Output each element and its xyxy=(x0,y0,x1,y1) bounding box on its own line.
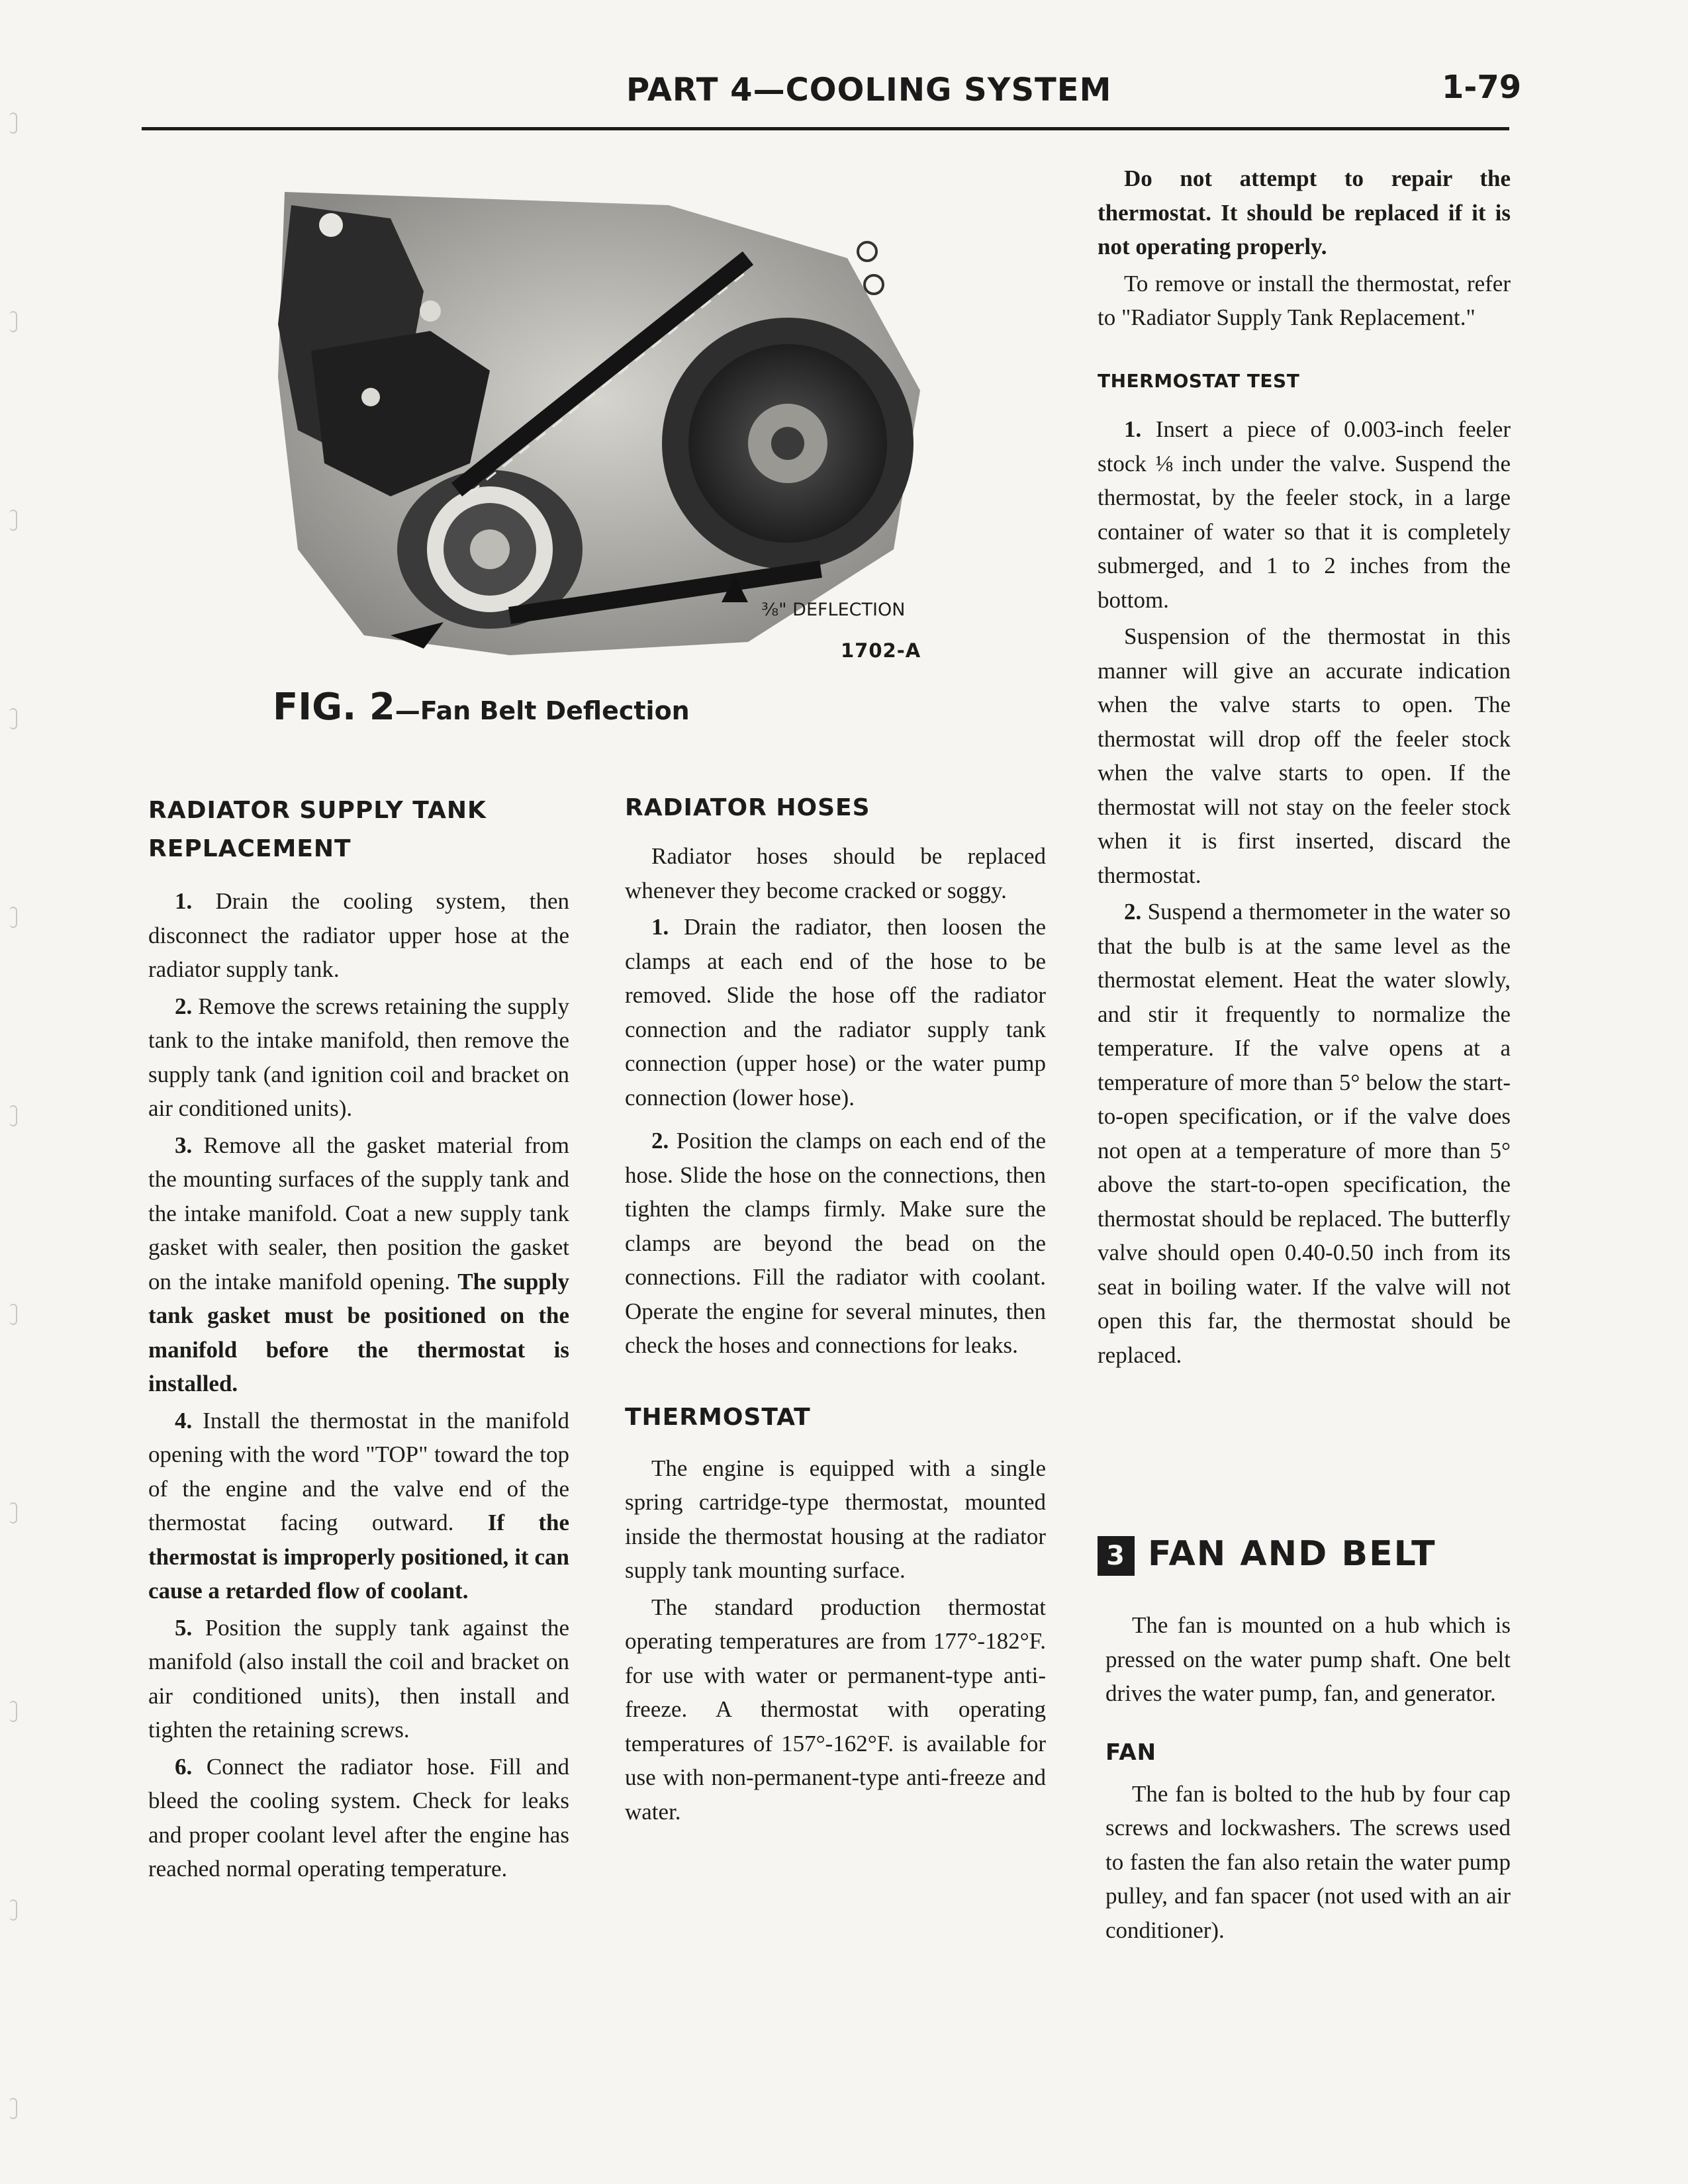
step-text: Connect the radiator hose. Fill and bleed the cooling system. Check for leaks and proper coolant level after the engine has reached normal operating temperature. xyxy=(148,1753,569,1882)
heading-fan: FAN xyxy=(1105,1739,1157,1766)
heading-thermostat-test: THERMOSTAT TEST xyxy=(1098,369,1300,392)
step-paragraph xyxy=(148,989,569,1126)
step-number: 1. xyxy=(1124,416,1142,442)
column-3-lower xyxy=(1105,1608,1511,1947)
step-text: Position the supply tank against the manifold (also install the coil and bracket on air conditioned units), then install and tighten the retaining screws. xyxy=(148,1614,569,1743)
binder-hole xyxy=(9,1304,17,1325)
binder-hole xyxy=(9,113,17,134)
step-paragraph xyxy=(148,884,569,987)
step-text: Remove all the gasket material from the mounting surfaces of the supply tank and the intake manifold. Coat a new supply tank gasket with sealer, then position the gasket on the intake manifold opening. xyxy=(148,1132,569,1295)
step-paragraph xyxy=(148,1404,569,1608)
heading-thermostat: THERMOSTAT xyxy=(625,1403,811,1431)
step-text: Insert a piece of 0.003-inch feeler stock ⅛ inch under the valve. Suspend the thermostat, by the feeler stock, in a large container of water so that it is completely submerged, and 1 to 2 inches from the bottom. xyxy=(1098,416,1511,613)
hoses-intro: Radiator hoses should be replaced whenever they become cracked or soggy. xyxy=(625,843,1046,903)
binder-hole xyxy=(9,2098,17,2119)
heading-line: RADIATOR SUPPLY TANK xyxy=(148,797,487,824)
step-paragraph xyxy=(1098,895,1511,1372)
step-paragraph xyxy=(148,1750,569,1886)
binder-hole xyxy=(9,1105,17,1126)
suspension-note: Suspension of the thermostat in this manner will give an accurate indication when the valve starts to open. The thermostat will drop off the feeler stock when the valve starts to open. If the thermostat will not stay on the feeler stock when it is first inserted, discard the thermostat. xyxy=(1098,623,1511,888)
binder-hole xyxy=(9,1701,17,1722)
step-paragraph xyxy=(625,910,1046,1115)
binder-hole xyxy=(9,708,17,729)
step-number: 1. xyxy=(651,914,669,940)
step-text: Install the thermostat in the manifold opening with the word "TOP" toward the top of the engine and the valve end of the thermostat facing outward. xyxy=(148,1407,569,1535)
step-number: 2. xyxy=(651,1128,669,1154)
step-text: Remove the screws retaining the supply tank to the intake manifold, then remove the supply tank (and ignition coil and bracket on air conditioned units). xyxy=(148,993,569,1121)
column-2 xyxy=(625,789,1046,1829)
binder-hole xyxy=(9,311,17,332)
section-title: FAN AND BELT xyxy=(1148,1534,1436,1574)
thermostat-description: The engine is equipped with a single spring cartridge-type thermostat, mounted inside the thermostat housing at the radiator supply tank mounting surface. xyxy=(625,1455,1046,1583)
column-3 xyxy=(1098,161,1511,1372)
fan-intro: The fan is mounted on a hub which is pressed on the water pump shaft. One belt drives the water pump, fan, and generator. xyxy=(1105,1612,1511,1706)
step-paragraph xyxy=(625,1124,1046,1363)
step-number: 4. xyxy=(175,1407,193,1433)
step-caution: If the thermostat is improperly positioned, it can cause a retarded flow of coolant. xyxy=(148,1510,569,1604)
step-text: Drain the cooling system, then disconnect the radiator upper hose at the radiator supply tank. xyxy=(148,888,569,982)
heading-supply-tank xyxy=(148,792,569,868)
step-paragraph xyxy=(148,1611,569,1747)
binder-hole xyxy=(9,907,17,928)
page-number: 1-79 xyxy=(1442,69,1522,106)
section-number-badge: 3 xyxy=(1098,1536,1135,1576)
remove-install-note: To remove or install the thermostat, refer to "Radiator Supply Tank Replacement." xyxy=(1098,270,1511,330)
step-paragraph xyxy=(1098,412,1511,617)
repair-warning: Do not attempt to repair the thermostat. It should be replaced if it is not operating properly. xyxy=(1098,165,1511,259)
running-header-title: PART 4—COOLING SYSTEM xyxy=(626,71,1112,109)
figure-code: 1702-A xyxy=(841,639,921,662)
step-number: 2. xyxy=(1124,899,1142,925)
step-number: 1. xyxy=(175,888,193,914)
step-text: Suspend a thermometer in the water so that the bulb is at the same level as the thermostat element. Heat the water slowly, and stir it frequently to normalize the temperature. If the valve opens at a temperature of more than 5° below the start-to-open specification, or if the valve does not open at a temperature of more than 5° above the start-to-open specification, the thermostat should be replaced. The butterfly valve should open 0.40-0.50 inch from its seat in boiling water. If the valve will not open this far, the thermostat should be replaced. xyxy=(1098,899,1511,1368)
step-text: Position the clamps on each end of the hose. Slide the hose on the connections, then tighten the clamps firmly. Make sure the clamps are beyond the bead on the connections. Fill the radiator with coolant. Operate the engine for several minutes, then check the hoses and connections for leaks. xyxy=(625,1128,1046,1358)
header-rule xyxy=(142,127,1509,130)
binder-hole xyxy=(9,1502,17,1524)
binder-hole xyxy=(9,1899,17,1921)
fan-belt-photo xyxy=(271,179,920,668)
step-caution: The supply tank gasket must be positioned on the manifold before the thermostat is installed. xyxy=(148,1268,569,1396)
step-text: Drain the radiator, then loosen the clamps at each end of the hose to be removed. Slide the hose off the radiator connection and the radiator supply tank connection (upper hose) or the water pump connection (lower hose). xyxy=(625,914,1046,1111)
column-1 xyxy=(148,792,569,1886)
step-paragraph xyxy=(148,1128,569,1401)
section-heading-fan-belt xyxy=(1098,1534,1436,1576)
figure-number: FIG. 2 xyxy=(273,686,395,729)
fan-description: The fan is bolted to the hub by four cap screws and lockwashers. The screws used to fasten the fan also retain the water pump pulley, and fan spacer (not used with an air conditioner). xyxy=(1105,1780,1511,1943)
step-number: 6. xyxy=(175,1753,193,1780)
step-number: 2. xyxy=(175,993,193,1019)
figure-deflection-label: ⅜" DEFLECTION xyxy=(761,600,906,620)
heading-line: REPLACEMENT xyxy=(148,835,352,862)
figure-caption xyxy=(273,686,690,729)
binder-hole xyxy=(9,510,17,531)
step-number: 5. xyxy=(175,1614,193,1641)
heading-radiator-hoses: RADIATOR HOSES xyxy=(625,794,870,821)
figure-title: —Fan Belt Deflection xyxy=(395,696,690,725)
step-number: 3. xyxy=(175,1132,193,1158)
thermostat-temperatures: The standard production thermostat operating temperatures are from 177°-182°F. for use with water or permanent-type anti-freeze. A thermostat with operating temperatures of 157°-162°F. is available for use with non-permanent-type anti-freeze and water. xyxy=(625,1594,1046,1825)
